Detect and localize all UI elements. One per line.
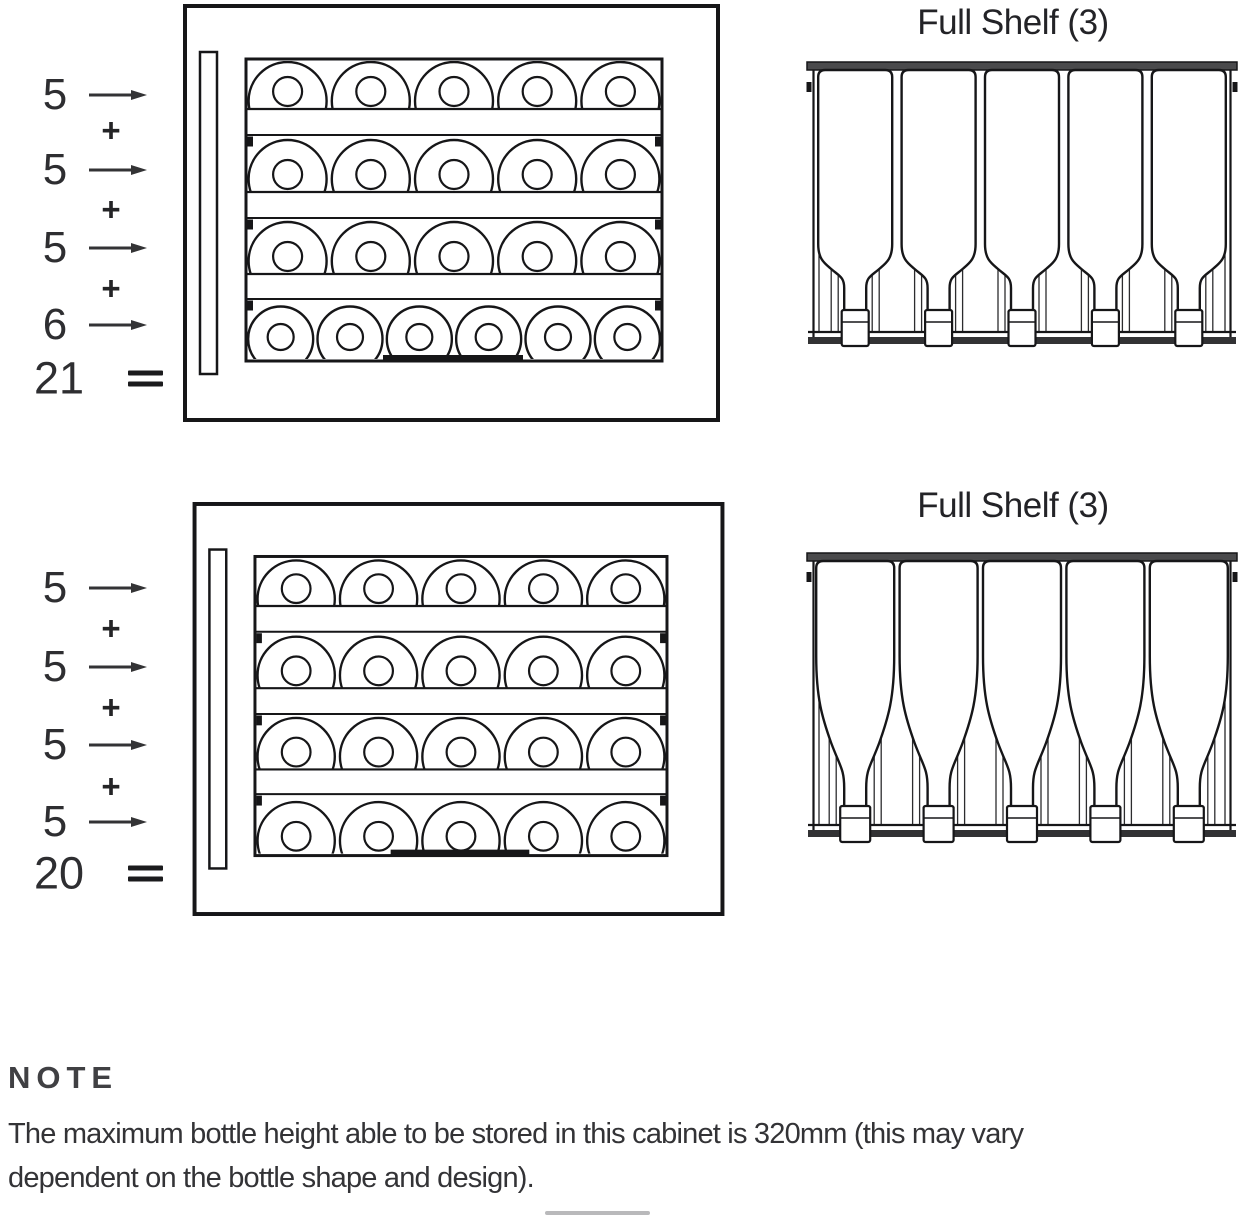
arrow-right-icon: [88, 241, 148, 255]
count-label: 5: [42, 720, 68, 769]
shelf-clip: [660, 715, 665, 725]
total-row: [26, 847, 163, 899]
bottle-punt-icon: [440, 77, 469, 106]
bottle-punt-icon: [606, 77, 635, 106]
bottle-punt-icon: [523, 242, 552, 271]
bottle-punt-icon: [364, 574, 393, 603]
mount-hook: [807, 572, 812, 582]
bottle-punt-icon: [529, 574, 558, 603]
shelf-clip: [248, 220, 254, 230]
note-line: dependent on the bottle shape and design).: [8, 1162, 534, 1194]
total-count: 20: [33, 847, 85, 899]
bottle-punt-icon: [273, 160, 302, 189]
bottle-punt-icon: [447, 574, 476, 603]
count-row: [30, 223, 148, 272]
count-label: 5: [42, 797, 68, 846]
base-rail: [383, 355, 523, 361]
bottle-punt-icon: [447, 822, 476, 851]
bottle-cap-icon: [1090, 806, 1120, 842]
bottle-punt-icon: [440, 242, 469, 271]
bottle-punt-icon: [364, 738, 393, 767]
mount-hook: [1233, 82, 1238, 92]
bottle-punt-icon: [364, 657, 393, 686]
equals-sign: [128, 865, 163, 881]
shelf-clip: [655, 301, 661, 311]
inverted-bottle-icon: [816, 561, 894, 810]
bottle-punt-icon: [282, 657, 311, 686]
plus-sign: +: [101, 609, 121, 647]
shelf-clip: [248, 301, 254, 311]
count-row: [30, 720, 148, 769]
bottle-punt-icon: [273, 77, 302, 106]
shelf-clip: [655, 220, 661, 230]
base-rail: [391, 850, 530, 856]
full-shelf-diagram: [806, 56, 1238, 356]
inverted-bottle-icon: [1150, 561, 1228, 810]
cropped-artifact: [545, 1211, 650, 1215]
bottle-punt-icon: [440, 160, 469, 189]
bottle-punt-icon: [614, 324, 640, 350]
bottle-cap-icon: [1009, 310, 1036, 346]
bottle-cap-icon: [842, 310, 869, 346]
inverted-bottle-icon: [818, 70, 892, 314]
bottle-punt-icon: [529, 738, 558, 767]
count-row: [30, 563, 148, 612]
door-handle: [200, 52, 217, 374]
shelf-title: Full Shelf (3): [917, 3, 1109, 42]
bottle-punt-icon: [337, 324, 363, 350]
bottle-punt-icon: [273, 242, 302, 271]
plus-sign: +: [101, 190, 121, 228]
arrow-right-icon: [88, 660, 148, 674]
inverted-bottle-icon: [983, 561, 1061, 810]
count-label: 5: [42, 70, 68, 119]
door-handle: [209, 550, 226, 869]
bottle-punt-icon: [356, 242, 385, 271]
note-line: The maximum bottle height able to be stored in this cabinet is 320mm (this may vary: [8, 1118, 1024, 1150]
bottle-punt-icon: [447, 738, 476, 767]
count-row: [30, 70, 148, 119]
count-row: [30, 145, 148, 194]
bottle-punt-icon: [282, 574, 311, 603]
bottle-punt-icon: [611, 738, 640, 767]
note-heading: NOTE: [8, 1060, 119, 1095]
count-row: [30, 797, 148, 846]
count-row: [30, 642, 148, 691]
bottle-punt-icon: [529, 822, 558, 851]
arrow-right-icon: [88, 163, 148, 177]
arrow-right-icon: [88, 738, 148, 752]
bottle-cap-icon: [924, 806, 954, 842]
note-text: [8, 1112, 1238, 1200]
bottle-punt-icon: [282, 738, 311, 767]
bottle-punt-icon: [476, 324, 502, 350]
inverted-bottle-icon: [1068, 70, 1142, 314]
count-row: [30, 300, 148, 349]
shelf-clip: [256, 633, 261, 643]
full-shelf-diagram: [806, 548, 1238, 853]
equals-sign: [128, 370, 163, 386]
wine-cabinet-diagram: [192, 502, 725, 916]
bottle-cap-icon: [1092, 310, 1119, 346]
bottle-cap-icon: [1007, 806, 1037, 842]
shelf-title: Full Shelf (3): [917, 486, 1109, 525]
plus-sign: +: [101, 269, 121, 307]
plus-sign: +: [101, 688, 121, 726]
bottle-punt-icon: [606, 160, 635, 189]
shelf-clip: [248, 137, 254, 147]
count-label: 5: [42, 642, 68, 691]
inverted-bottle-icon: [1152, 70, 1226, 314]
bottle-cap-icon: [1175, 310, 1202, 346]
inverted-bottle-icon: [1066, 561, 1144, 810]
bottle-punt-icon: [356, 77, 385, 106]
arrow-right-icon: [88, 318, 148, 332]
bottle-punt-icon: [406, 324, 432, 350]
wine-cabinet-diagram: [183, 4, 720, 422]
bottle-cap-icon: [1174, 806, 1204, 842]
bottle-punt-icon: [611, 657, 640, 686]
inverted-bottle-icon: [900, 561, 978, 810]
bottle-punt-icon: [611, 574, 640, 603]
plus-sign: +: [101, 111, 121, 149]
count-label: 5: [42, 563, 68, 612]
mount-hook: [1233, 572, 1238, 582]
total-row: [26, 352, 163, 404]
bottle-punt-icon: [523, 77, 552, 106]
inverted-bottle-icon: [985, 70, 1059, 314]
bottle-punt-icon: [447, 657, 476, 686]
bottle-punt-icon: [545, 324, 571, 350]
shelf-top-bar: [807, 553, 1237, 561]
bottle-punt-icon: [611, 822, 640, 851]
bottle-punt-icon: [282, 822, 311, 851]
arrow-right-icon: [88, 581, 148, 595]
bottle-punt-icon: [356, 160, 385, 189]
bottle-cap-icon: [840, 806, 870, 842]
bottle-punt-icon: [606, 242, 635, 271]
plus-sign: +: [101, 767, 121, 805]
shelf-clip: [655, 137, 661, 147]
total-count: 21: [33, 352, 85, 404]
shelf-clip: [256, 796, 261, 806]
shelf-clip: [660, 796, 665, 806]
inverted-bottle-icon: [902, 70, 976, 314]
bottle-punt-icon: [364, 822, 393, 851]
count-label: 6: [42, 300, 68, 349]
count-label: 5: [42, 223, 68, 272]
mount-hook: [807, 82, 812, 92]
bottle-punt-icon: [268, 324, 294, 350]
count-label: 5: [42, 145, 68, 194]
shelf-clip: [256, 715, 261, 725]
arrow-right-icon: [88, 815, 148, 829]
bottle-punt-icon: [529, 657, 558, 686]
shelf-clip: [660, 633, 665, 643]
bottle-cap-icon: [925, 310, 952, 346]
arrow-right-icon: [88, 88, 148, 102]
bottle-punt-icon: [523, 160, 552, 189]
